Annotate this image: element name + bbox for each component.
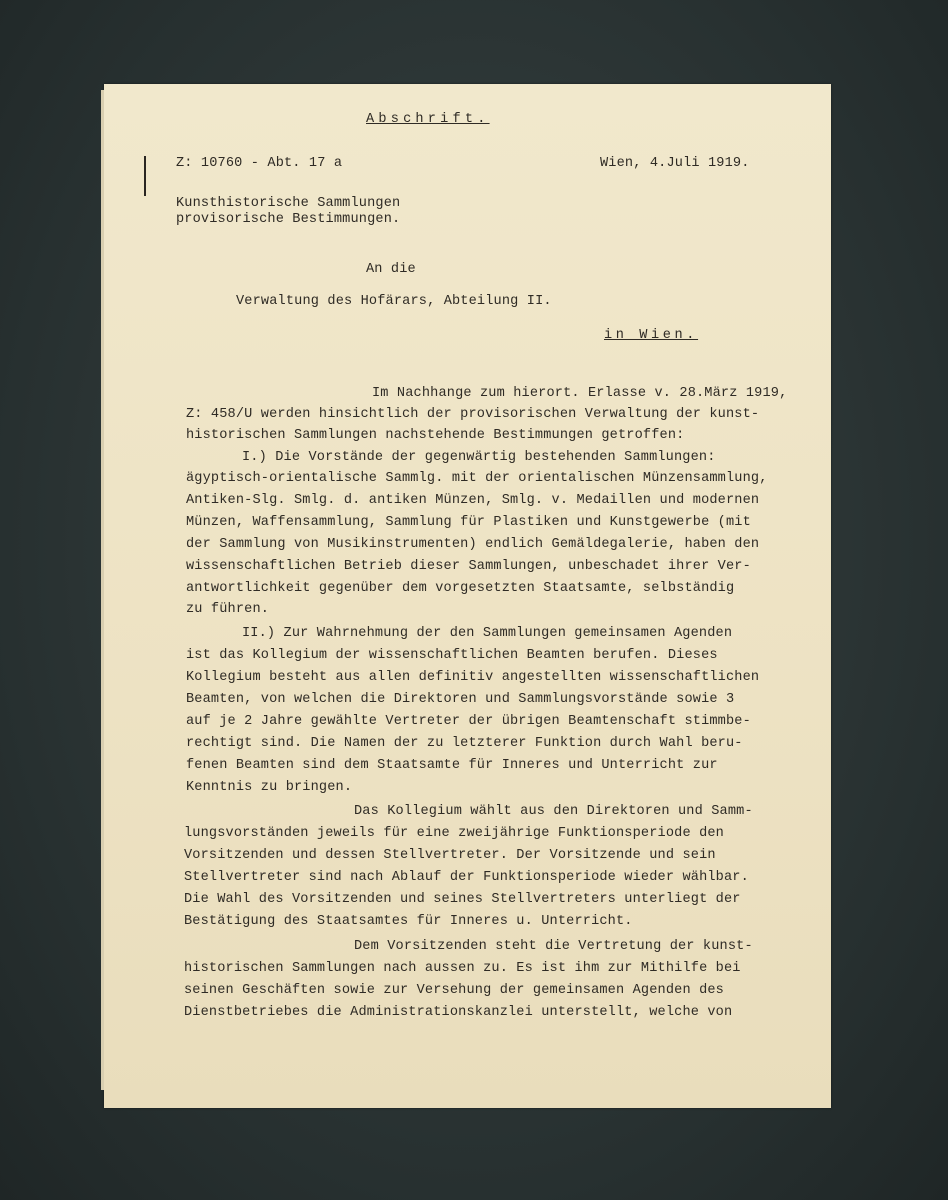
addressee-city: in Wien.	[604, 328, 699, 343]
body-line: Im Nachhange zum hierort. Erlasse v. 28.März 1919,	[372, 386, 788, 401]
body-line: lungsvorständen jeweils für eine zweijährige Funktionsperiode den	[184, 826, 724, 841]
body-line: Die Wahl des Vorsitzenden und seines Stellvertreters unterliegt der	[184, 892, 741, 907]
body-line: fenen Beamten sind dem Staatsamte für Inneres und Unterricht zur	[186, 758, 718, 773]
body-line: Das Kollegium wählt aus den Direktoren und Samm-	[354, 804, 753, 819]
body-line: antwortlichkeit gegenüber dem vorgesetzten Staatsamte, selbständig	[186, 581, 735, 596]
body-line: Z: 458/U werden hinsichtlich der provisorischen Verwaltung der kunst-	[186, 407, 760, 422]
body-line: historischen Sammlungen nachstehende Bestimmungen getroffen:	[186, 428, 685, 443]
margin-mark	[144, 156, 146, 196]
subject-line: provisorische Bestimmungen.	[176, 212, 401, 227]
subject-line: Kunsthistorische Sammlungen	[176, 196, 401, 211]
place-date: Wien, 4.Juli 1919.	[600, 156, 750, 171]
body-line: seinen Geschäften sowie zur Versehung der gemeinsamen Agenden des	[184, 983, 724, 998]
body-line: II.) Zur Wahrnehmung der den Sammlungen gemeinsamen Agenden	[242, 626, 733, 641]
body-line: Kenntnis zu bringen.	[186, 780, 353, 795]
body-line: rechtigt sind. Die Namen der zu letzterer Funktion durch Wahl beru-	[186, 736, 743, 751]
body-line: der Sammlung von Musikinstrumenten) endlich Gemäldegalerie, haben den	[186, 537, 760, 552]
body-line: Kollegium besteht aus allen definitiv angestellten wissenschaftlichen	[186, 670, 760, 685]
document-title: Abschrift.	[366, 112, 490, 127]
addressee-line: Verwaltung des Hofärars, Abteilung II.	[236, 294, 552, 309]
body-line: Vorsitzenden und dessen Stellvertreter. Der Vorsitzende und sein	[184, 848, 716, 863]
body-line: Beamten, von welchen die Direktoren und Sammlungsvorstände sowie 3	[186, 692, 735, 707]
body-line: wissenschaftlichen Betrieb dieser Sammlungen, unbeschadet ihrer Ver-	[186, 559, 751, 574]
body-line: historischen Sammlungen nach aussen zu. Es ist ihm zur Mithilfe bei	[184, 961, 741, 976]
body-line: ägyptisch-orientalische Sammlg. mit der orientalischen Münzensammlung,	[186, 471, 768, 486]
typed-document-page	[104, 84, 831, 1108]
body-line: zu führen.	[186, 602, 270, 617]
reference-number: Z: 10760 - Abt. 17 a	[176, 156, 343, 171]
body-line: Antiken-Slg. Smlg. d. antiken Münzen, Smlg. v. Medaillen und modernen	[186, 493, 760, 508]
body-line: Bestätigung des Staatsamtes für Inneres u. Unterricht.	[184, 914, 633, 929]
body-line: auf je 2 Jahre gewählte Vertreter der übrigen Beamtenschaft stimmbe-	[186, 714, 751, 729]
body-line: Dienstbetriebes die Administrationskanzlei unterstellt, welche von	[184, 1005, 733, 1020]
body-line: ist das Kollegium der wissenschaftlichen Beamten berufen. Dieses	[186, 648, 718, 663]
body-line: I.) Die Vorstände der gegenwärtig bestehenden Sammlungen:	[242, 450, 716, 465]
addressee-line: An die	[366, 262, 416, 277]
body-line: Dem Vorsitzenden steht die Vertretung der kunst-	[354, 939, 753, 954]
body-line: Stellvertreter sind nach Ablauf der Funktionsperiode wieder wählbar.	[184, 870, 749, 885]
body-line: Münzen, Waffensammlung, Sammlung für Plastiken und Kunstgewerbe (mit	[186, 515, 751, 530]
